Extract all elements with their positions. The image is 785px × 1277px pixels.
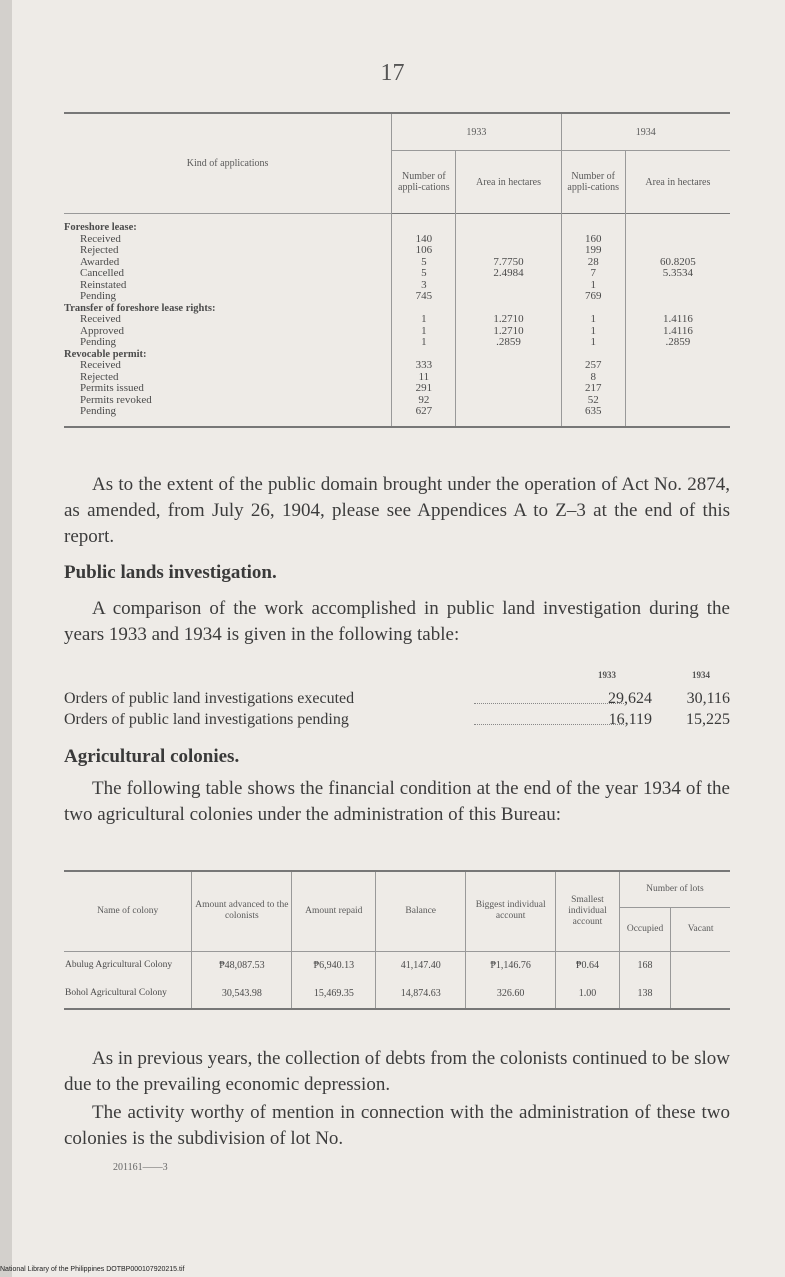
number-1933-cell: 1 [392,326,456,338]
orders-executed-1934: 30,116 [686,690,730,707]
applications-table [64,112,730,428]
group-header-row [64,214,730,234]
vacant-cell [671,980,730,1009]
area-1934-cell [625,383,730,395]
colony-name-cell: Bohol Agricultural Colony [64,980,192,1009]
row-label: Received [80,313,121,325]
empty-cell [456,349,561,361]
number-1934-cell: 199 [561,245,625,257]
year-1933-header: 1933 [392,113,561,151]
orders-row-executed [64,690,730,710]
area-1934-cell [625,280,730,292]
area-1934-cell: .2859 [625,337,730,349]
col-area-1934: Area in hectares [625,151,730,214]
paragraph-comparison-text: A comparison of the work accomplished in public land investigation during the years 1933 and 1934 is given in the following table: [64,598,730,645]
number-1933-cell: 92 [392,395,456,407]
number-1933-cell: 5 [392,268,456,280]
paragraph-activity [64,1100,730,1152]
paragraph-public-domain-text: As to the extent of the public domain brought under the operation of Act No. 2874, as amended, from July 26, 1904, please see Appendices A to Z–3 at the end of this report. [64,474,730,547]
advanced-cell: 30,543.98 [192,980,292,1009]
row-label: Rejected [80,244,119,256]
col-biggest-account: Biggest individual account [466,871,556,951]
number-1933-cell: 333 [392,360,456,372]
table-row [64,326,730,338]
table-row [64,291,730,303]
area-1933-cell: 7.7750 [456,257,561,269]
col-balance: Balance [376,871,466,951]
table-row [64,257,730,269]
page-number: 17 [380,60,405,86]
area-1934-cell: 5.3534 [625,268,730,280]
col-colony-name: Name of colony [97,905,159,916]
paragraph-financial-condition [64,776,730,828]
number-1934-cell: 257 [561,360,625,372]
number-1933-cell: 3 [392,280,456,292]
orders-pending-1934: 15,225 [686,711,730,728]
number-1934-cell: 769 [561,291,625,303]
empty-cell [456,214,561,234]
table-row [64,314,730,326]
area-1933-cell [456,406,561,427]
table-row [64,268,730,280]
colonies-table [64,870,730,1010]
balance-cell: 14,874.63 [376,980,466,1009]
occupied-cell: 168 [619,951,671,980]
area-1934-cell [625,395,730,407]
number-1934-cell: 1 [561,337,625,349]
paragraph-public-domain [64,472,730,550]
area-1933-cell: 1.2710 [456,326,561,338]
area-1934-cell [625,234,730,246]
table-row [64,395,730,407]
row-label: Pending [80,336,117,348]
col-amount-advanced: Amount advanced to the colonists [192,871,292,951]
group-title: Revocable permit: [64,348,147,360]
number-1934-cell: 7 [561,268,625,280]
table-row [64,245,730,257]
row-label: Pending [64,406,392,427]
scan-credit: National Library of the Philippines DOTBP000107920215.tif [0,1266,185,1273]
area-1933-cell [456,383,561,395]
printer-signature: 201161——3 [113,1162,168,1173]
table-row [64,980,730,1009]
paragraph-comparison [64,596,730,648]
area-1934-cell [625,360,730,372]
empty-cell [625,214,730,234]
number-1933-cell: 1 [392,337,456,349]
area-1933-cell [456,372,561,384]
area-1934-cell [625,406,730,427]
paragraph-activity-text: The activity worthy of mention in connection with the administration of these two colonies is the subdivision of lot No. [64,1102,730,1149]
orders-year-1933: 1933 [598,670,616,680]
colonies-table-body [64,951,730,1009]
number-1934-cell: 28 [561,257,625,269]
applications-table-body [64,214,730,427]
paragraph-financial-condition-text: The following table shows the financial condition at the end of the year 1934 of the two agricultural colonies under the administration of this Bureau: [64,778,730,825]
paragraph-collection-of-debts-text: As in previous years, the collection of debts from the colonists continued to be slow due to the prevailing economic depression. [64,1048,730,1095]
heading-public-lands-investigation: Public lands investigation. [64,562,277,583]
area-1933-cell: 2.4984 [456,268,561,280]
col-area-1933: Area in hectares [456,151,561,214]
area-1934-cell [625,372,730,384]
table-row [64,383,730,395]
repaid-cell: 15,469.35 [292,980,376,1009]
col-kind-header: Kind of applications [64,113,392,214]
area-1933-cell: .2859 [456,337,561,349]
row-label: Reinstated [80,278,127,291]
col-vacant: Vacant [671,907,730,951]
col-number-1934: Number of appli-cations [561,151,625,214]
number-1933-cell: 745 [392,291,456,303]
number-1934-cell: 52 [561,395,625,407]
leader-dots [474,724,624,725]
leader-dots [474,703,624,704]
number-1933-cell: 106 [392,245,456,257]
number-1934-cell: 8 [561,372,625,384]
row-label: Received [80,359,121,371]
colony-name-cell: Abulug Agricultural Colony [65,960,173,970]
area-1934-cell: 60.8205 [625,257,730,269]
row-label: Cancelled [80,267,124,279]
table-row [64,360,730,372]
table-row [64,372,730,384]
empty-cell [561,214,625,234]
orders-pending-1933: 16,119 [608,711,652,728]
biggest-cell: ₱1,146.76 [466,951,556,980]
area-1933-cell [456,291,561,303]
col-smallest-account: Smallest individual account [556,871,620,951]
col-occupied: Occupied [619,907,671,951]
orders-executed-1933: 29,624 [608,690,652,707]
group-header-row [64,303,730,315]
number-1933-cell: 140 [392,234,456,246]
number-1933-cell: 1 [392,314,456,326]
col-number-of-lots: Number of lots [619,871,730,907]
col-number-1933: Number of appli-cations [392,151,456,214]
number-1934-cell: 635 [561,406,625,427]
advanced-cell: ₱48,087.53 [192,951,292,980]
area-1934-cell: 1.4116 [625,326,730,338]
orders-executed-label: Orders of public land investigations executed [64,690,355,707]
balance-cell: 41,147.40 [376,951,466,980]
area-1933-cell [456,280,561,292]
area-1934-cell: 1.4116 [625,314,730,326]
area-1933-cell [456,395,561,407]
row-label: Approved [80,324,124,337]
scan-left-edge [0,0,12,1277]
biggest-cell: 326.60 [466,980,556,1009]
number-1933-cell: 11 [392,372,456,384]
orders-year-1934: 1934 [692,670,710,680]
row-label: Rejected [80,370,119,383]
table-row [64,406,730,427]
number-1934-cell: 1 [561,314,625,326]
table-row [64,234,730,246]
area-1934-cell [625,291,730,303]
occupied-cell: 138 [619,980,671,1009]
row-label: Pending [80,290,117,302]
number-1934-cell: 1 [561,326,625,338]
table-row [64,280,730,292]
row-label: Awarded [80,255,120,268]
area-1933-cell: 1.2710 [456,314,561,326]
row-label: Permits revoked [80,393,152,406]
group-title: Transfer of foreshore lease rights: [64,302,216,314]
orders-pending-label: Orders of public land investigations pending [64,711,349,728]
smallest-cell: 1.00 [556,980,620,1009]
number-1933-cell: 627 [392,406,456,427]
row-label: Permits issued [80,382,144,394]
area-1933-cell [456,360,561,372]
area-1934-cell [625,245,730,257]
group-title: Foreshore lease: [64,222,137,233]
smallest-cell: ₱0.64 [556,951,620,980]
empty-cell [392,214,456,234]
number-1934-cell: 1 [561,280,625,292]
col-amount-repaid: Amount repaid [292,871,376,951]
table-row [64,951,730,980]
orders-row-pending [64,711,730,731]
number-1933-cell: 5 [392,257,456,269]
area-1933-cell [456,234,561,246]
area-1933-cell [456,245,561,257]
group-header-row [64,349,730,361]
heading-agricultural-colonies: Agricultural colonies. [64,746,240,767]
number-1934-cell: 217 [561,383,625,395]
empty-cell [625,349,730,361]
year-1934-header: 1934 [561,113,730,151]
repaid-cell: ₱6,940.13 [292,951,376,980]
vacant-cell [671,951,730,980]
row-label: Received [80,232,121,245]
table-row [64,337,730,349]
number-1934-cell: 160 [561,234,625,246]
paragraph-collection-of-debts [64,1046,730,1098]
number-1933-cell: 291 [392,383,456,395]
